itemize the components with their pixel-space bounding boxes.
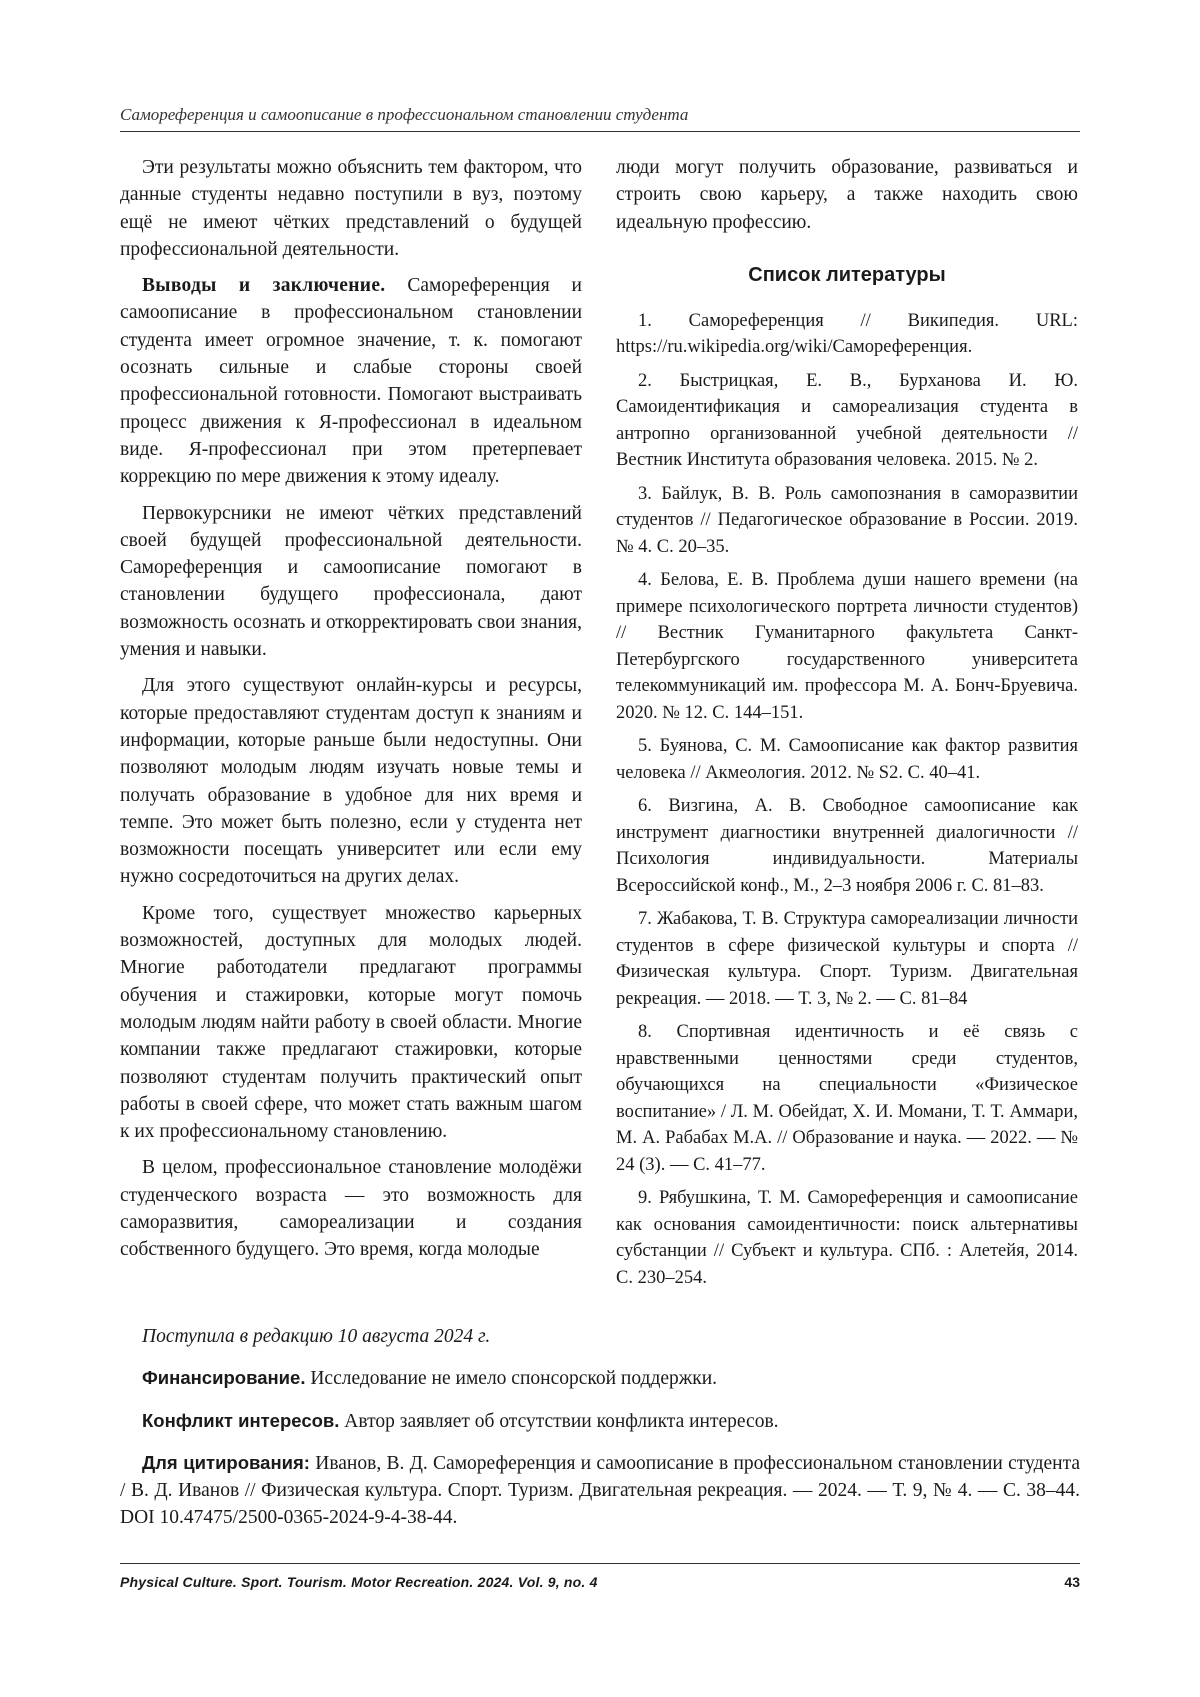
funding-label: Финансирование. — [142, 1367, 306, 1389]
paragraph-text: Первокурсники не имеют чётких представлений своей будущей профессиональной деятельности. Самореференция и самоописание помогают в становлении будущего профессионала, дают возможность осознать и откорректировать свои знания, умения и навыки. — [120, 502, 582, 661]
body-paragraph — [120, 154, 582, 263]
reference-item: 4. Белова, Е. В. Проблема души нашего времени (на примере психологического портрета личности студентов) // Вестник Гуманитарного факультета Санкт-Петербургского государственного университета телекоммуникаций им. профессора М. А. Бонч-Бруевича. 2020. № 12. С. 144–151. — [616, 570, 1078, 723]
references-title: Список литературы — [748, 263, 946, 286]
body-paragraph — [120, 500, 582, 664]
header-divider — [120, 131, 1080, 132]
body-paragraph — [120, 1154, 582, 1263]
reference-item: 2. Быстрицкая, Е. В., Бурханова И. Ю. Самоидентификация и самореализация студента в антропно организованной учебной деятельности // Вестник Института образования человека. 2015. № 2. — [616, 370, 1078, 471]
reference-item: 9. Рябушкина, Т. М. Самореференция и самоописание как основания самоидентичности: поиск альтернативы субстанции // Субъект и культура. СПб. : Алетейя, 2014. С. 230–254. — [616, 1188, 1078, 1288]
paragraph-text: Эти результаты можно объяснить тем фактором, что данные студенты недавно поступили в вуз, поэтому ещё не имеют чётких представлений о будущей профессиональной деятельности. — [120, 157, 582, 260]
conflict-label: Конфликт интересов. — [142, 1409, 340, 1431]
section-lead: Выводы и заключение. — [142, 275, 386, 297]
right-column — [616, 154, 1078, 1298]
paragraph-text: Кроме того, существует множество карьерных возможностей, доступных для молодых людей. Многие работодатели предлагают программы обучения и стажировки, которые могут помочь молодым людям найти работу в своей области. Многие компании также предлагают стажировки, которые позволяют студентам получить практический опыт работы в своей сфере, что может стать важным шагом к их профессиональному становлению. — [120, 902, 582, 1143]
reference-item: 8. Спортивная идентичность и её связь с нравственными ценностями среди студентов, обучающихся на специальности «Физическое воспитание» / Л. М. Обейдат, Х. И. Момани, Т. Т. Аммари, М. А. Рабабах М.А. // Образование и наука. — 2022. — № 24 (3). — С. 41–77. — [616, 1022, 1078, 1175]
body-paragraph — [120, 900, 582, 1146]
body-paragraph — [120, 272, 582, 490]
citation-statement — [120, 1449, 1080, 1532]
funding-statement — [142, 1364, 1080, 1392]
references-list — [616, 308, 1078, 1292]
paragraph-text: Для этого существуют онлайн-курсы и ресурсы, которые предоставляют студентам доступ к знаниям и информации, которые раньше были недоступны. Они позволяют молодым людям изучать новые темы и получать образование в удобное для них время и темпе. Это может быть полезно, если у студента нет возможности посещать университет или если ему нужно сосредоточиться на других делах. — [120, 675, 582, 888]
reference-item: 1. Самореференция // Википедия. URL: https://ru.wikipedia.org/wiki/Самореференция. — [616, 310, 1078, 358]
paragraph-text: Самореференция и самоописание в профессиональном становлении студента имеет огромное значение, т. к. помогают осознать сильные и слабые стороны своей профессиональной готовности. Помогают выстраивать процесс движения к Я-профессионал в идеальном виде. Я-профессионал при этом претерпевает коррекцию по мере движения к этому идеалу. — [120, 275, 582, 488]
conflict-statement — [142, 1407, 1080, 1435]
citation-text: Иванов, В. Д. Самореференция и самоописание в профессиональном становлении студента / В. Д. Иванов // Физическая культура. Спорт. Туризм. Двигательная рекреация. — 2024. — Т. 9, № 4. — С. 38–44. DOI 10.47475/2500-0365-2024-9-4-38-44. — [120, 1452, 1080, 1529]
running-title: Самореференция и самоописание в профессиональном становлении студента — [120, 105, 689, 124]
funding-text: Исследование не имело спонсорской поддержки. — [305, 1368, 718, 1390]
body-paragraph — [120, 672, 582, 890]
reference-item: 5. Буянова, С. М. Самоописание как фактор развития человека // Акмеология. 2012. № S2. С. 40–41. — [616, 736, 1078, 783]
left-column — [120, 154, 582, 1273]
page-number: 43 — [1064, 1574, 1080, 1590]
body-paragraph-continuation: люди могут получить образование, развиваться и строить свою карьеру, а также находить свою идеальную профессию. — [616, 157, 1078, 233]
reference-item: 3. Байлук, В. В. Роль самопознания в саморазвитии студентов // Педагогическое образование в России. 2019. № 4. С. 20–35. — [616, 483, 1078, 557]
reference-item: 6. Визгина, А. В. Свободное самоописание как инструмент диагностики внутренней диалогичности // Психология индивидуальности. Материалы Всероссийской конф., М., 2–3 ноября 2006 г. С. 81–83. — [616, 796, 1078, 896]
conflict-text: Автор заявляет об отсутствии конфликта интересов. — [339, 1410, 779, 1432]
citation-label: Для цитирования: — [142, 1451, 310, 1473]
journal-footer: Physical Culture. Sport. Tourism. Motor Recreation. 2024. Vol. 9, no. 4 — [120, 1574, 598, 1590]
paragraph-text: В целом, профессиональное становление молодёжи студенческого возраста — это возможность для саморазвития, самореализации и создания собственного будущего. Это время, когда молодые — [120, 1157, 582, 1261]
reference-item: 7. Жабакова, Т. В. Структура самореализации личности студентов в сфере физической культуры и спорта // Физическая культура. Спорт. Туризм. Двигательная рекреация. — 2018. — Т. 3, № 2. — С. 81–84 — [616, 909, 1078, 1009]
received-date: Поступила в редакцию 10 августа 2024 г. — [142, 1326, 491, 1347]
footer-divider — [120, 1563, 1080, 1564]
article-info — [120, 1323, 1080, 1546]
